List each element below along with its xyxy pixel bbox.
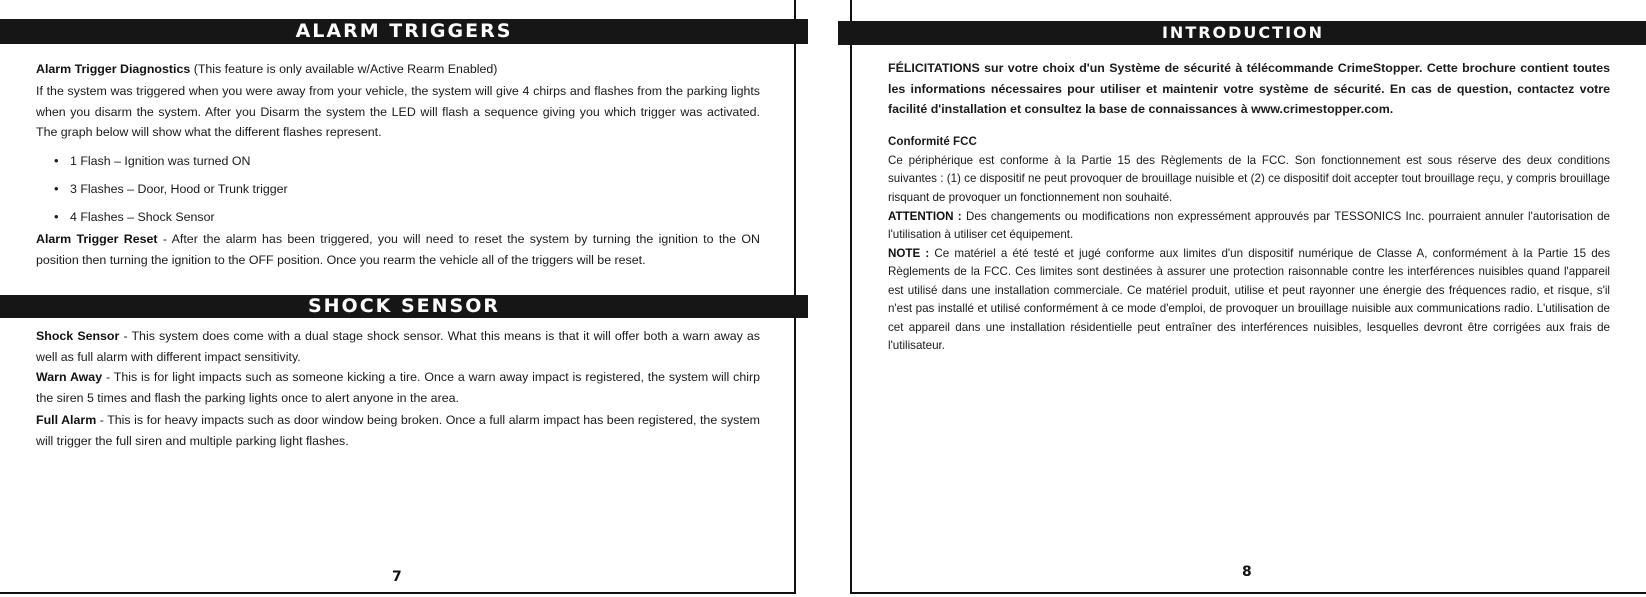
full-alarm-paragraph — [36, 410, 760, 451]
note-body: Ce matériel a été testé et jugé conforme aux limites d'un dispositif numérique de Classe A, conformément à la Partie 15 des Règlements de la FCC. Ces limites sont destinées à assurer une protection raisonnable contre les interférences nuisibles quand l'appareil est utilisé dans une installation commerciale. Ce matériel produit, utilise et peut rayonner une énergie des fréquences radio, et risque, s'il n'est pas installé et utilisé conformément à ce mode d'emploi, de provoquer un brouillage nuisible aux communications radio. L'utilisation de cet appareil dans une installation résidentielle peut entraîner des interférences nuisibles, lesquelles devront être corrigées aux frais de l'utilisateur. — [888, 247, 1610, 353]
shock-sensor-paragraph — [36, 326, 760, 367]
fcc-body: Ce périphérique est conforme à la Partie 15 des Règlements de la FCC. Son fonctionnement est sous réserve des deux conditions suivantes : (1) ce dispositif ne peut provoquer de brouillage nuisible et (2) ce dispositif doit accepter tout brouillage reçu, y compris brouillage risquant de provoquer un fonctionnement non souhaité. — [888, 154, 1610, 204]
warn-away-heading: Warn Away — [36, 370, 103, 384]
attention-paragraph — [888, 208, 1610, 245]
full-alarm-body: - This is for heavy impacts such as door window being broken. Once a full alarm impact has been registered, the system will trigger the full siren and multiple parking light flashes. — [36, 413, 760, 448]
page-number-right: 8 — [1242, 564, 1252, 580]
intro-paragraph: FÉLICITATIONS sur votre choix d'un Système de sécurité à télécommande CrimeStopper. Cette brochure contient toutes les informations nécessaires pour utiliser et maintenir votre système de sécurité. En cas de question, contactez votre facilité d'installation et consultez la base de connaissances à www.crimestopper.com. — [888, 61, 1610, 116]
full-alarm-heading: Full Alarm — [36, 413, 97, 427]
note-heading: NOTE : — [888, 247, 930, 260]
list-item: • 3 Flashes – Door, Hood or Trunk trigger — [36, 175, 736, 203]
reset-body: - After the alarm has been triggered, you will need to reset the system by turning the ignition to the ON position then turning the ignition to the OFF position. Once you rearm the vehicle all of the triggers will be reset. — [36, 232, 760, 267]
diagnostics-heading: Alarm Trigger Diagnostics — [36, 62, 191, 76]
fcc-heading: Conformité FCC — [888, 135, 977, 148]
trigger-reset-paragraph — [36, 229, 760, 270]
warn-away-paragraph — [36, 367, 760, 408]
note-paragraph — [888, 245, 1610, 355]
shock-sensor-body: - This system does come with a dual stage shock sensor. What this means is that it will offer both a warn away as well as full alarm with different impact sensitivity. — [36, 329, 760, 364]
diagnostics-note: (This feature is only available w/Active Rearm Enabled) — [190, 62, 498, 76]
right-page — [850, 0, 1646, 594]
attention-heading: ATTENTION : — [888, 210, 962, 223]
attention-body: Des changements ou modifications non expressément approuvés par TESSONICS Inc. pourraient annuler l'autorisation de l'utilisation à utiliser cet équipement. — [888, 210, 1611, 242]
introduction-header: INTRODUCTION — [838, 21, 1646, 45]
warn-away-body: - This is for light impacts such as someone kicking a tire. Once a warn away impact is registered, the system will chirp the siren 5 times and flash the parking lights once to alert anyone in the area. — [36, 370, 760, 405]
flash-list — [36, 147, 736, 231]
diagnostics-title-line — [36, 59, 760, 80]
page-number-left: 7 — [392, 569, 402, 585]
alarm-triggers-header: ALARM TRIGGERS — [0, 19, 808, 44]
diagnostics-body: If the system was triggered when you were away from your vehicle, the system will give 4 chirps and flashes from the parking lights when you disarm the system. After you Disarm the system the LED will flash a sequence giving you which trigger was activated. The graph below will show what the different flashes represent. — [36, 84, 760, 139]
shock-sensor-header: SHOCK SENSOR — [0, 295, 808, 318]
list-item: • 1 Flash – Ignition was turned ON — [36, 147, 736, 175]
shock-sensor-heading: Shock Sensor — [36, 329, 120, 343]
left-page — [0, 0, 796, 594]
list-item: • 4 Flashes – Shock Sensor — [36, 203, 736, 231]
reset-heading: Alarm Trigger Reset — [36, 232, 158, 246]
